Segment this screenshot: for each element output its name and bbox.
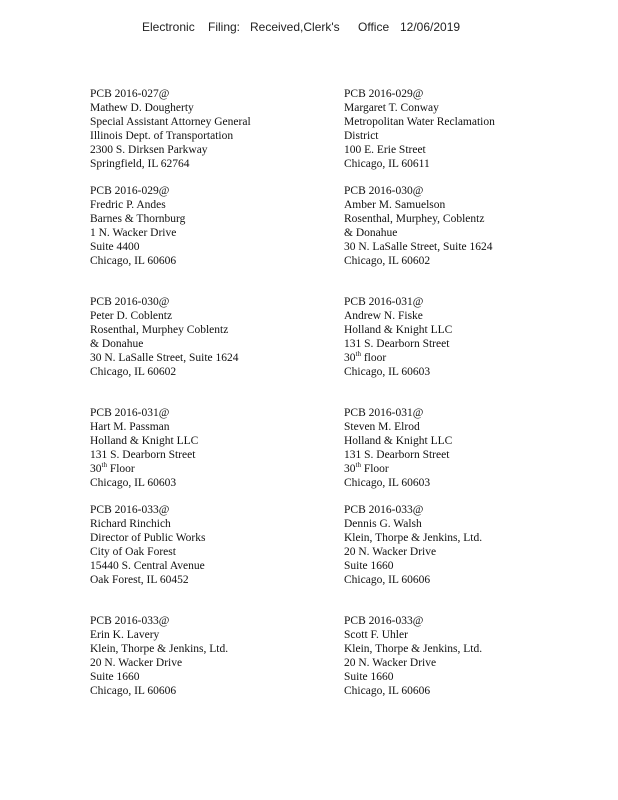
case-number: PCB 2016-033@ [90,615,170,627]
address-line: Chicago, IL 60603 [344,476,431,489]
address-line: Director of Public Works [90,531,206,544]
address-line: Suite 1660 [344,670,394,683]
contact-name: Steven M. Elrod [344,420,420,433]
contact-name: Mathew D. Dougherty [90,101,194,114]
address-line: Klein, Thorpe & Jenkins, Ltd. [90,642,229,655]
address-line: Rosenthal, Murphey, Coblentz [344,212,485,225]
address-line: 131 S. Dearborn Street [344,448,450,461]
address-line: 1 N. Wacker Drive [90,226,177,239]
service-entry [90,185,330,268]
header-received-clerks: Received,Clerk's [250,20,340,34]
address-line: & Donahue [344,226,398,239]
address-line: 100 E. Erie Street [344,143,426,156]
contact-name: Margaret T. Conway [344,101,439,114]
contact-name: Andrew N. Fiske [344,309,423,322]
contact-name: Erin K. Lavery [90,628,160,641]
address-line: Barnes & Thornburg [90,212,186,225]
case-number: PCB 2016-030@ [90,296,170,308]
case-number: PCB 2016-031@ [344,407,424,419]
address-line: Suite 1660 [90,670,140,683]
header-office: Office [358,20,390,34]
address-line: 30 N. LaSalle Street, Suite 1624 [344,240,493,253]
address-line: Holland & Knight LLC [344,323,453,336]
floor-line: 30th Floor [344,460,389,475]
address-line: 131 S. Dearborn Street [344,337,450,350]
address-line: Illinois Dept. of Transportation [90,129,234,142]
address-line: Chicago, IL 60603 [90,476,177,489]
service-entry [344,407,584,490]
service-entry [90,88,330,171]
filing-stamp-header [0,20,618,40]
contact-name: Amber M. Samuelson [344,198,446,211]
address-line: Chicago, IL 60606 [90,684,177,697]
address-line: 20 N. Wacker Drive [344,656,437,669]
contact-name: Fredric P. Andes [90,198,166,211]
case-number: PCB 2016-033@ [90,504,170,516]
service-entry [344,296,584,379]
address-line: Chicago, IL 60603 [344,365,431,378]
address-line: Chicago, IL 60602 [344,254,431,267]
contact-name: Peter D. Coblentz [90,309,173,322]
case-number: PCB 2016-031@ [344,296,424,308]
address-line: Chicago, IL 60602 [90,365,177,378]
case-number: PCB 2016-029@ [90,185,170,197]
service-entry [90,407,330,490]
floor-line: 30th floor [344,349,387,364]
case-number: PCB 2016-027@ [90,88,170,100]
address-line: Holland & Knight LLC [90,434,199,447]
address-line: Suite 1660 [344,559,394,572]
contact-name: Hart M. Passman [90,420,170,433]
contact-name: Dennis G. Walsh [344,517,422,530]
case-number: PCB 2016-033@ [344,615,424,627]
contact-name: Richard Rinchich [90,517,171,530]
address-line: 131 S. Dearborn Street [90,448,196,461]
address-line: Holland & Knight LLC [344,434,453,447]
address-line: Oak Forest, IL 60452 [90,573,189,586]
service-entry [90,296,330,379]
case-number: PCB 2016-029@ [344,88,424,100]
service-entry [344,615,584,698]
floor-line: 30th Floor [90,460,135,475]
address-line: Metropolitan Water Reclamation [344,115,495,128]
address-line: Chicago, IL 60611 [344,157,430,170]
service-entry [90,615,330,698]
address-line: Chicago, IL 60606 [344,684,431,697]
address-line: 30 N. LaSalle Street, Suite 1624 [90,351,239,364]
header-electronic: Electronic [142,20,195,34]
address-line: Chicago, IL 60606 [344,573,431,586]
address-line: Springfield, IL 62764 [90,157,190,170]
service-entry [344,88,584,171]
address-line: District [344,129,379,142]
service-entry [344,504,584,587]
case-number: PCB 2016-030@ [344,185,424,197]
address-line: Special Assistant Attorney General [90,115,251,128]
address-line: 15440 S. Central Avenue [90,559,205,572]
address-line: Chicago, IL 60606 [90,254,177,267]
address-line: Suite 4400 [90,240,140,253]
service-entry [344,185,584,268]
header-filing: Filing: [208,20,241,34]
address-line: 20 N. Wacker Drive [90,656,183,669]
address-line: Rosenthal, Murphey Coblentz [90,323,229,336]
address-line: City of Oak Forest [90,545,176,558]
contact-name: Scott F. Uhler [344,628,408,641]
service-entry [90,504,330,587]
address-line: 20 N. Wacker Drive [344,545,437,558]
case-number: PCB 2016-031@ [90,407,170,419]
address-line: 2300 S. Dirksen Parkway [90,143,208,156]
header-date: 12/06/2019 [400,20,461,34]
case-number: PCB 2016-033@ [344,504,424,516]
address-line: Klein, Thorpe & Jenkins, Ltd. [344,531,483,544]
address-line: Klein, Thorpe & Jenkins, Ltd. [344,642,483,655]
address-line: & Donahue [90,337,144,350]
